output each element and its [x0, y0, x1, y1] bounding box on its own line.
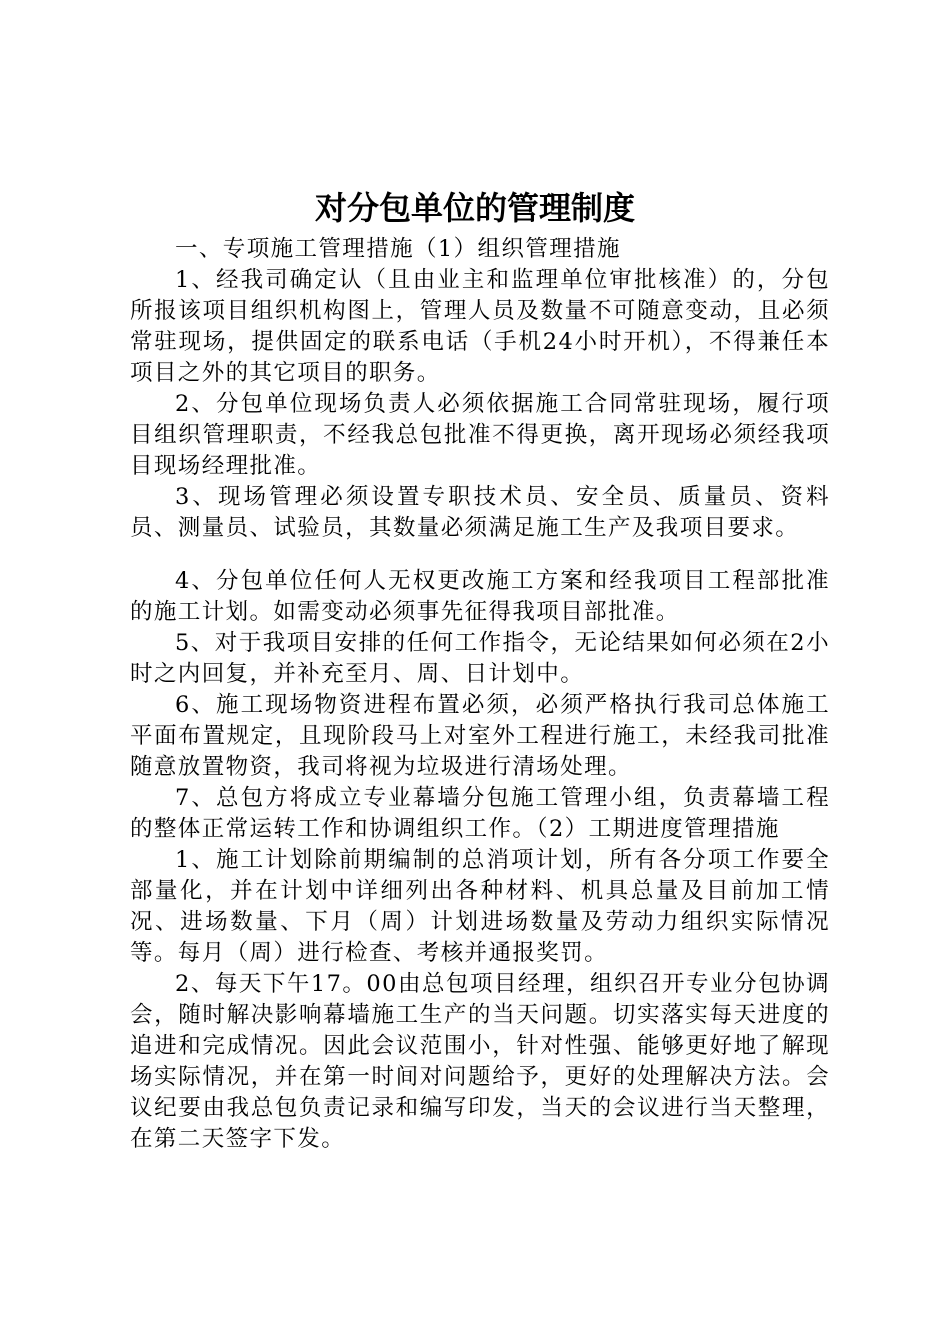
section-heading-organization: 一、专项施工管理措施（1）组织管理措施	[175, 236, 621, 262]
paragraph-org-item-2: 2、分包单位现场负责人必须依据施工合同常驻现场，履行项目组织管理职责，不经我总包批准不得更换，离开现场必须经我项目现场经理批准。	[130, 391, 830, 479]
paragraph-org-item-7: 7、总包方将成立专业幕墙分包施工管理小组，负责幕墙工程的整体正常运转工作和协调组织工作。（2）工期进度管理措施	[130, 785, 830, 842]
paragraph-org-item-4: 4、分包单位任何人无权更改施工方案和经我项目工程部批准的施工计划。如需变动必须事先征得我项目部批准。	[130, 568, 830, 625]
paragraph-org-item-5: 5、对于我项目安排的任何工作指令，无论结果如何必须在2小时之内回复，并补充至月、周、日计划中。	[130, 630, 830, 687]
paragraph-schedule-item-2: 2、每天下午17。00由总包项目经理，组织召开专业分包协调会，随时解决影响幕墙施工生产的当天问题。切实落实每天进度的追进和完成情况。因此会议范围小，针对性强、能够更好地了解现场实际情况，并在第一时间对问题给予，更好的处理解决方法。会议纪要由我总包负责记录和编写印发，当天的会议进行当天整理，在第二天签字下发。	[130, 971, 830, 1152]
document-body	[130, 234, 830, 1155]
paragraph-org-item-1: 1、经我司确定认（且由业主和监理单位审批核准）的，分包所报该项目组织机构图上，管理人员及数量不可随意变动，且必须常驻现场，提供固定的联系电话（手机24小时开机），不得兼任本项目之外的其它项目的职务。	[130, 267, 830, 386]
paragraph-org-item-6: 6、施工现场物资进程布置必须，必须严格执行我司总体施工平面布置规定，且现阶段马上对室外工程进行施工，未经我司批准随意放置物资，我司将视为垃圾进行清场处理。	[130, 692, 830, 780]
paragraph-schedule-item-1: 1、施工计划除前期编制的总消项计划，所有各分项工作要全部量化，并在计划中详细列出各种材料、机具总量及目前加工情况、进场数量、下月（周）计划进场数量及劳动力组织实际情况等。每月（周）进行检查、考核并通报奖罚。	[130, 847, 830, 966]
paragraph-org-item-3: 3、现场管理必须设置专职技术员、安全员、质量员、资料员、测量员、试验员，其数量必须满足施工生产及我项目要求。	[130, 484, 830, 541]
document-title: 对分包单位的管理制度	[314, 189, 635, 227]
